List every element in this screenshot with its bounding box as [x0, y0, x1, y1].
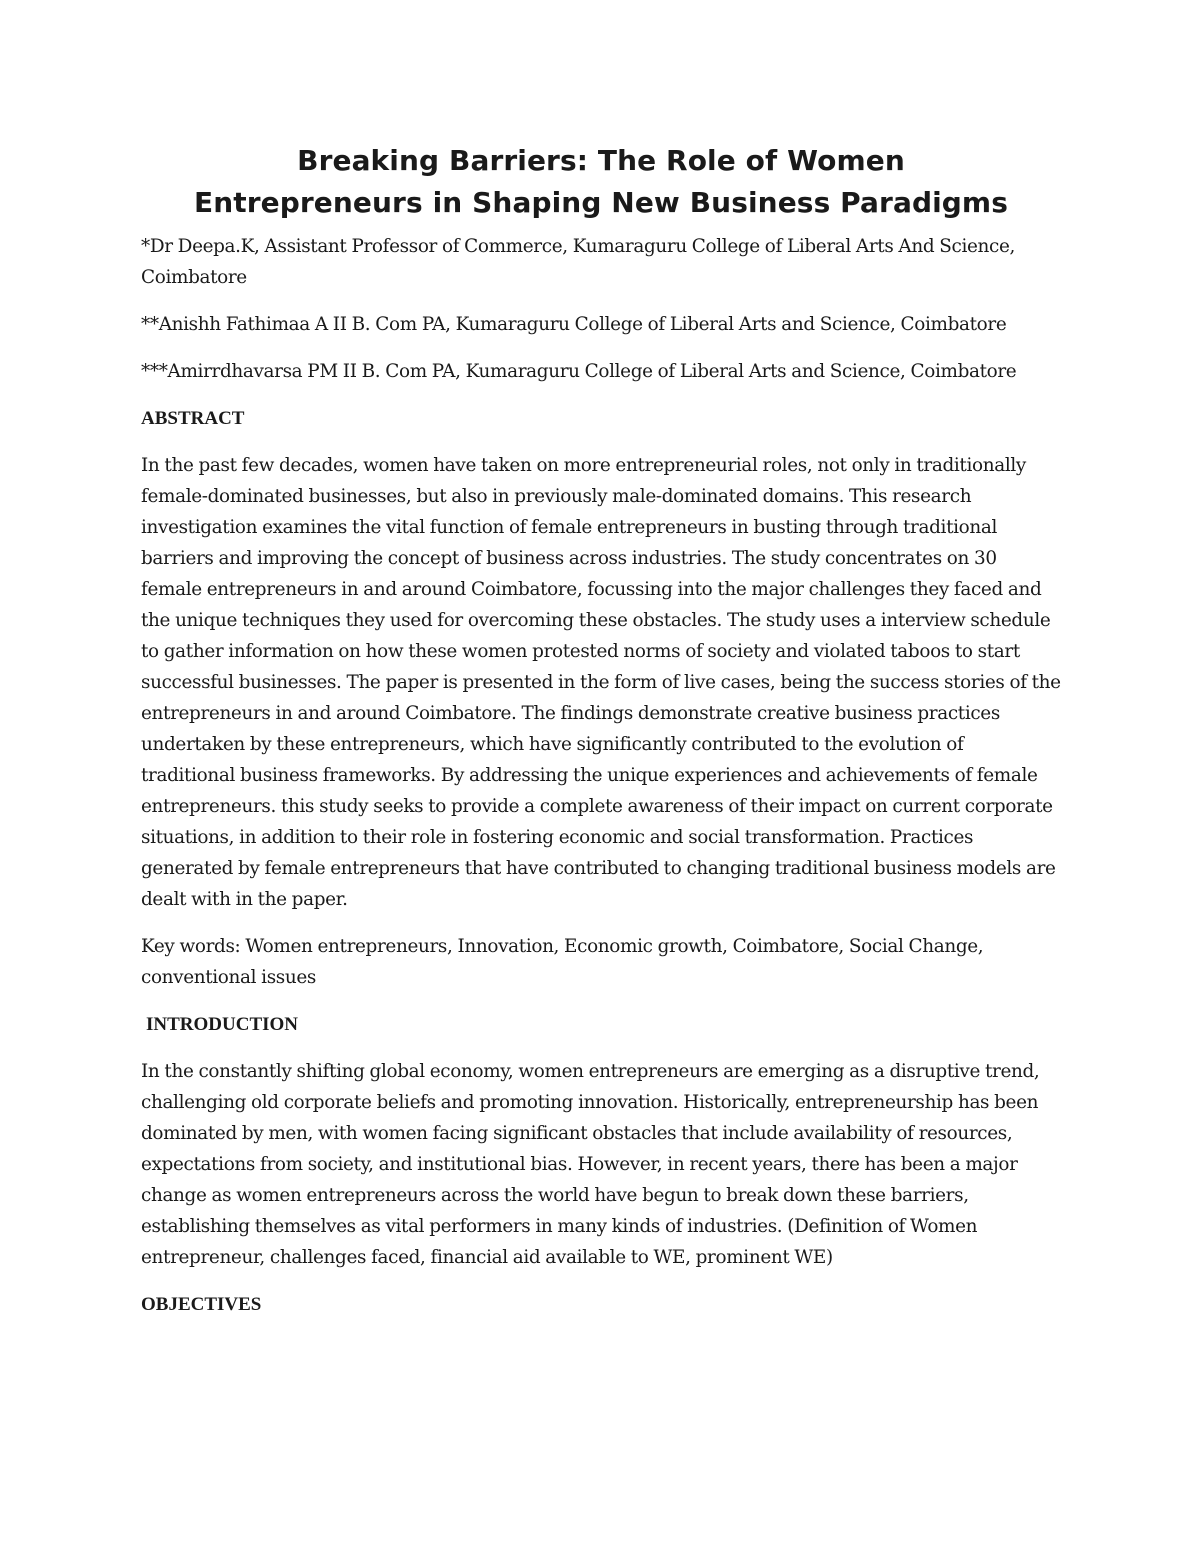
document-body — [141, 140, 1061, 1336]
abstract-text: In the past few decades, women have taken on more entrepreneurial roles, not only in traditionally female-dominated businesses, but also in previously male-dominated domains. This research investigation examines the vital function of female entrepreneurs in busting through traditional barriers and improving the concept of business across industries. The study concentrates on 30 female entrepreneurs in and around Coimbatore, focussing into the major challenges they faced and the unique techniques they used for overcoming these obstacles. The study uses a interview schedule to gather information on how these women protested norms of society and violated taboos to start successful businesses. The paper is presented in the form of live cases, being the success stories of the entrepreneurs in and around Coimbatore. The findings demonstrate creative business practices undertaken by these entrepreneurs, which have significantly contributed to the evolution of traditional business frameworks. By addressing the unique experiences and achievements of female entrepreneurs. this study seeks to provide a complete awareness of their impact on current corporate situations, in addition to their role in fostering economic and social transformation. Practices generated by female entrepreneurs that have contributed to changing traditional business models are dealt with in the paper. — [141, 455, 1061, 910]
objectives-heading: OBJECTIVES — [141, 1294, 262, 1315]
paper-title — [141, 140, 1061, 224]
author-1: *Dr Deepa.K, Assistant Professor of Commerce, Kumaraguru College of Liberal Arts And Science, Coimbatore — [141, 236, 1015, 288]
introduction-heading: INTRODUCTION — [146, 1014, 299, 1035]
author-2: **Anishh Fathimaa A II B. Com PA, Kumaraguru College of Liberal Arts and Science, Coimbatore — [141, 314, 1007, 335]
paper-title-line-1: Breaking Barriers: The Role of Women — [297, 144, 905, 177]
paper-title-line-2: Entrepreneurs in Shaping New Business Paradigms — [194, 186, 1008, 219]
introduction-text: In the constantly shifting global economy, women entrepreneurs are emerging as a disruptive trend, challenging old corporate beliefs and promoting innovation. Historically, entrepreneurship has been dominated by men, with women facing significant obstacles that include availability of resources, expectations from society, and institutional bias. However, in recent years, there has been a major change as women entrepreneurs across the world have begun to break down these barriers, establishing themselves as vital performers in many kinds of industries. (Definition of Women entrepreneur, challenges faced, financial aid available to WE, prominent WE) — [141, 1061, 1040, 1268]
abstract-heading: ABSTRACT — [141, 408, 245, 429]
author-3: ***Amirrdhavarsa PM II B. Com PA, Kumaraguru College of Liberal Arts and Science, Coimbatore — [141, 361, 1017, 382]
keywords: Key words: Women entrepreneurs, Innovation, Economic growth, Coimbatore, Social Change, conventional issues — [141, 936, 984, 988]
